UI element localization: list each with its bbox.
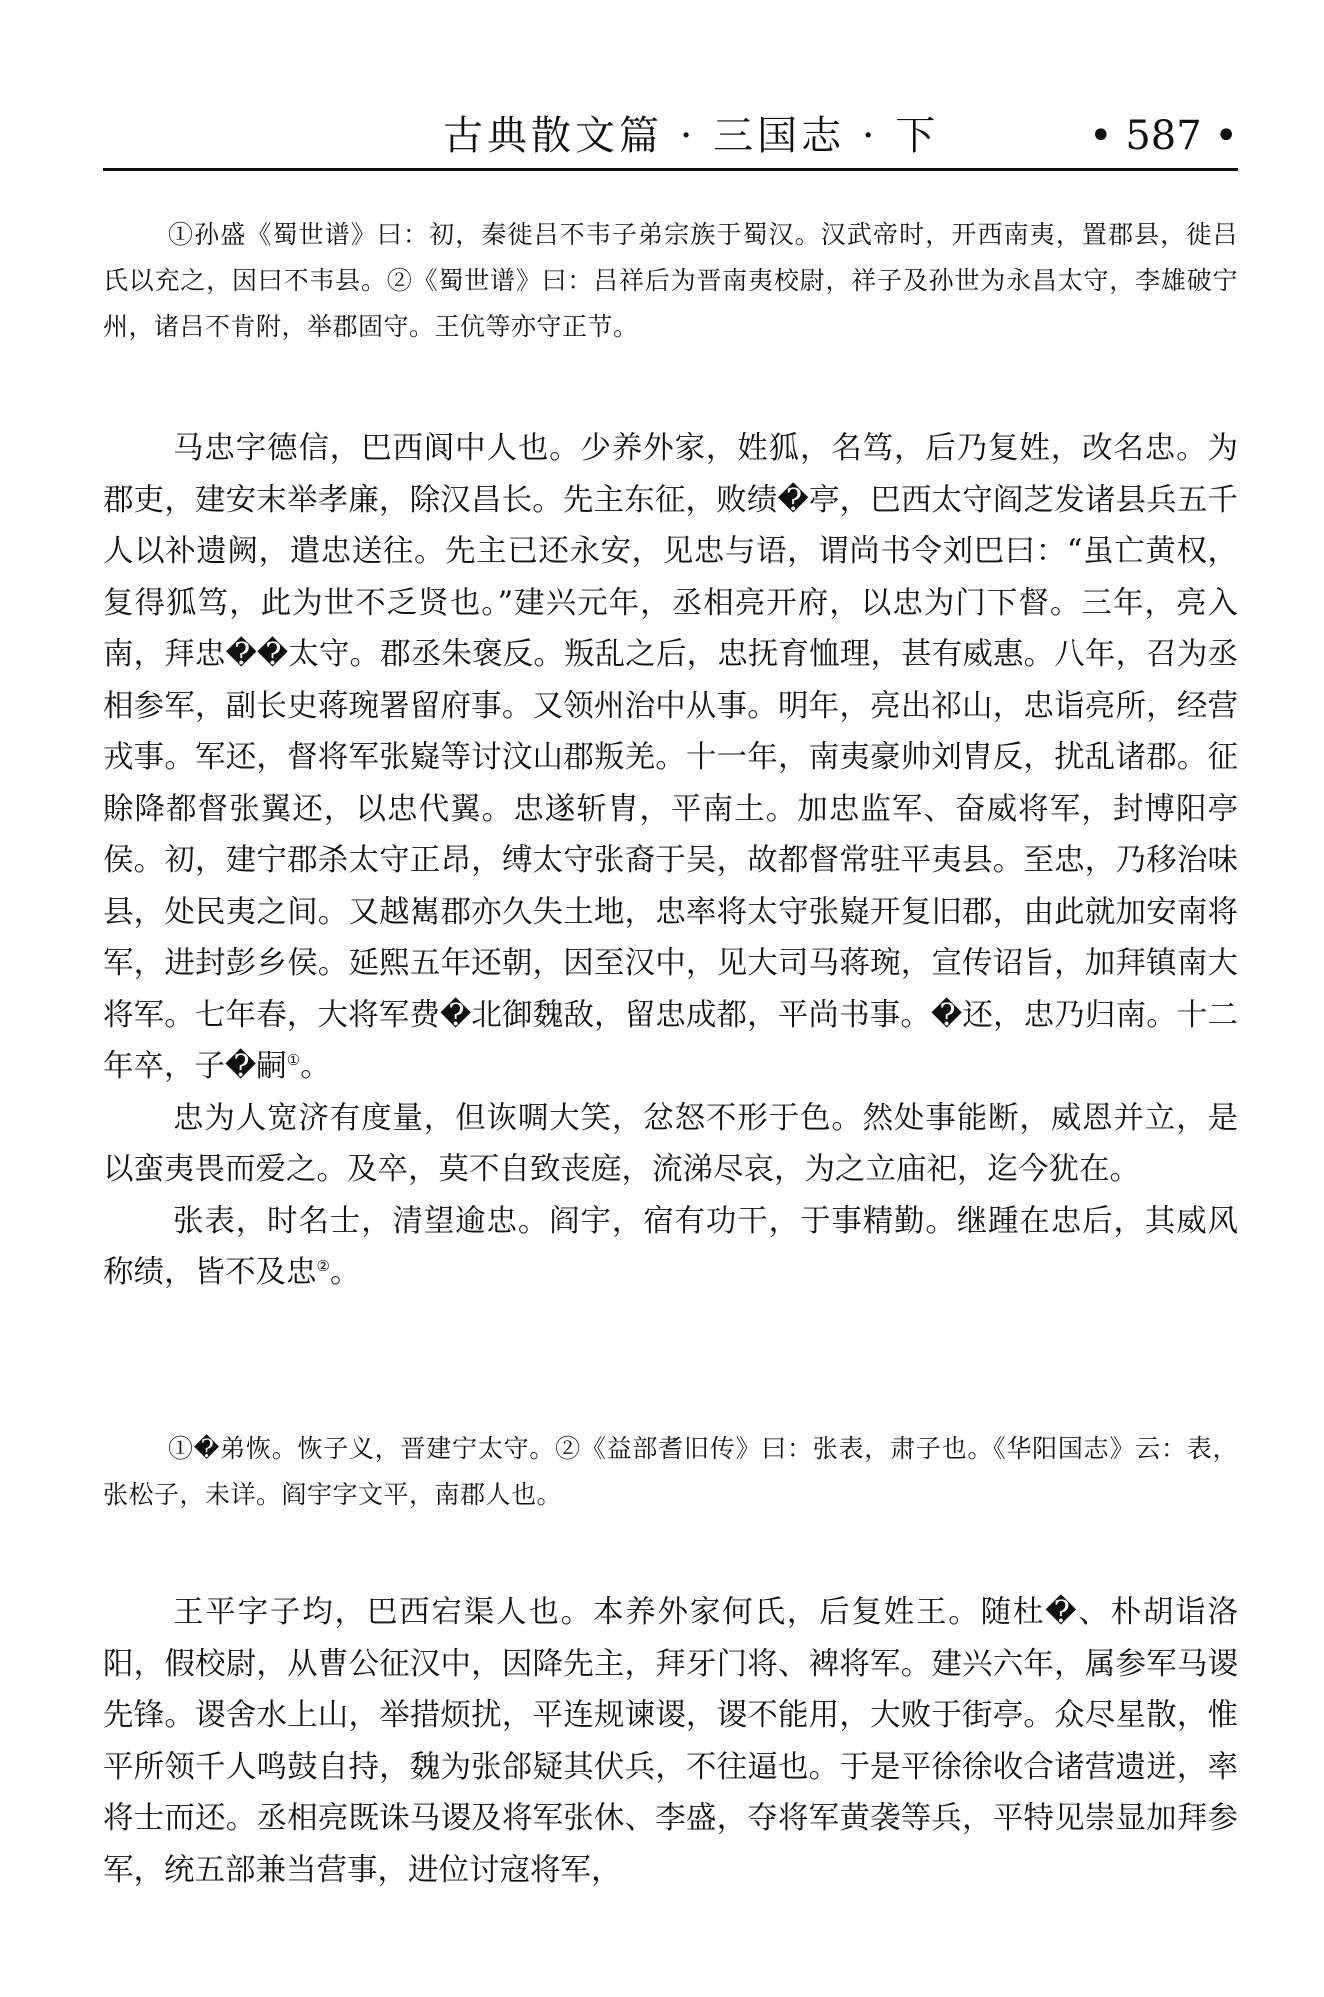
running-header-title: 古典散文篇 · 三国志 · 下 (443, 113, 940, 159)
ma-zhong-paragraph-2: 忠为人宽济有度量，但诙啁大笑，忿怒不形于色。然处事能断，威恩并立，是以蛮夷畏而爱之。及卒，莫不自致丧庭，流涕尽哀，为之立庙祀，迄今犹在。 (103, 1100, 1238, 1187)
wang-ping-paragraph-1: 王平字子均，巴西宕渠人也。本养外家何氏，后复姓王。随杜�、朴胡诣洛阳，假校尉，从曹公征汉中，因降先主，拜牙门将、裨将军。建兴六年，属参军马谡先锋。谡舍水上山，举措烦扰，平连规谏谡，谡不能用，大败于街亭。众尽星散，惟平所领千人鸣鼓自持，魏为张郃疑其伏兵，不往逼也。于是平徐徐收合诸营遗迸，率将士而还。丞相亮既诛马谡及将军张休、李盛，夺将军黄袭等兵，平特见崇显加拜参军，统五部兼当营事，进位讨寇将军， (103, 1595, 1238, 1888)
ma-zhong-biography (103, 423, 1238, 1299)
footnote-block-1 (103, 212, 1238, 350)
footnote-marker-2: ② (316, 1256, 330, 1275)
ma-zhong-paragraph-1-text: 马忠字德信，巴西阆中人也。少养外家，姓狐，名笃，后乃复姓，改名忠。为郡吏，建安末举孝廉，除汉昌长。先主东征，败绩�亭，巴西太守阎芝发诸县兵五千人以补遗阙，遣忠送往。先主已还永安，见忠与语，谓尚书令刘巴曰：“虽亡黄权，复得狐笃，此为世不乏贤也。”建兴元年，丞相亮开府，以忠为门下督。三年，亮入南，拜忠��太守。郡丞朱褒反。叛乱之后，忠抚育恤理，甚有威惠。八年，召为丞相参军，副长史蒋琬署留府事。又领州治中从事。明年，亮出祁山，忠诣亮所，经营戎事。军还，督将军张嶷等讨汶山郡叛羌。十一年，南夷豪帅刘胄反，扰乱诸郡。征賖降都督张翼还，以忠代翼。忠遂斩胄，平南土。加忠监军、奋威将军，封博阳亭侯。初，建宁郡杀太守正昂，缚太守张裔于吴，故都督常驻平夷县。至忠，乃移治味县，处民夷之间。又越嶲郡亦久失土地，忠率将太守张嶷开复旧郡，由此就加安南将军，进封彭乡侯。延熙五年还朝，因至汉中，见大司马蒋琬，宣传诏旨，加拜镇南大将军。七年春，大将军费�北御魏敌，留忠成都，平尚书事。�还，忠乃归南。十二年卒，子�嗣 (103, 431, 1238, 1084)
header-rule (103, 168, 1238, 171)
wang-ping-biography (103, 1587, 1238, 1896)
page-number: • 587 • (1089, 113, 1238, 159)
footnote-text-1: ①孙盛《蜀世谱》曰：初，秦徙吕不韦子弟宗族于蜀汉。汉武帝时，开西南夷，置郡县，徙吕氏以充之，因曰不韦县。②《蜀世谱》曰：吕祥后为晋南夷校尉，祥子及孙世为永昌太守，李雄破宁州，诸吕不肯附，举郡固守。王伉等亦守正节。 (103, 220, 1238, 341)
ma-zhong-paragraph-1 (103, 423, 1238, 1093)
ma-zhong-paragraph-1-end: 。 (300, 1049, 331, 1084)
footnote-block-2 (103, 1426, 1238, 1518)
footnote-marker-1: ① (286, 1050, 301, 1069)
ma-zhong-paragraph-3-text: 张表，时名士，清望逾忠。阎宇，宿有功干，于事精勤。继踵在忠后，其威风称绩，皆不及忠 (103, 1203, 1238, 1290)
running-header (103, 108, 1238, 168)
ma-zhong-paragraph-3-end: 。 (329, 1255, 361, 1290)
ma-zhong-paragraph-3 (103, 1196, 1238, 1299)
footnote-text-2: ①�弟恢。恢子义，晋建宁太守。②《益部耆旧传》曰：张表，肃子也。《华阳国志》云：表，张松子，未详。阎宇字文平，南郡人也。 (103, 1434, 1238, 1509)
